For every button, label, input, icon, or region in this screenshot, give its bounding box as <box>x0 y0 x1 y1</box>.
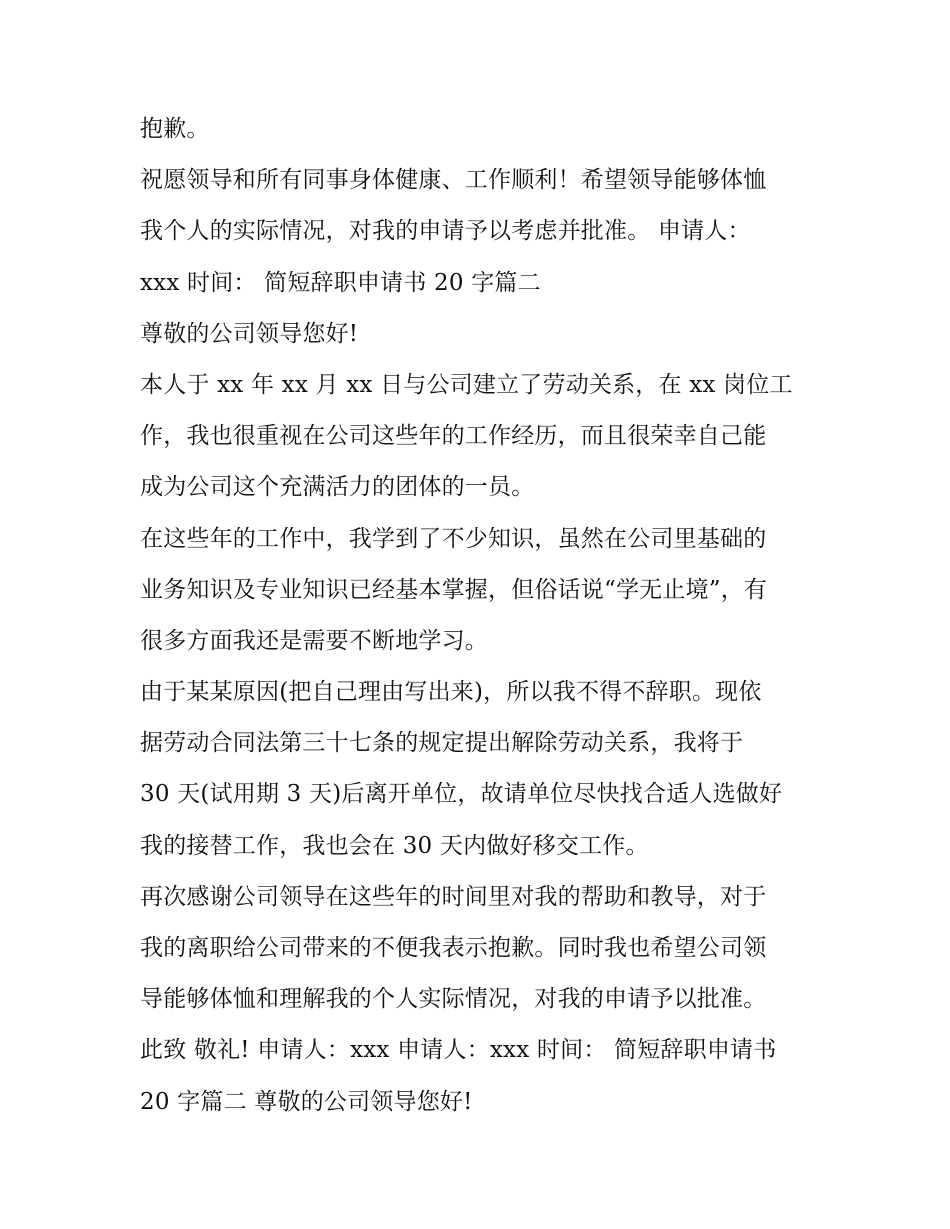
text-line: 我个人的实际情况，对我的申请予以考虑并批准。 申请人： <box>140 218 751 245</box>
text-line: 本人于 xx 年 xx 月 xx 日与公司建立了劳动关系，在 xx 岗位工 <box>140 371 793 398</box>
text-line: 抱歉。 <box>140 116 210 142</box>
text-line: 30 天(试用期 3 天)后离开单位，故请单位尽快找合适人选做好 <box>140 781 783 808</box>
text-line: 尊敬的公司领导您好! <box>140 320 359 347</box>
text-line: 我的接替工作，我也会在 30 天内做好移交工作。 <box>140 832 649 859</box>
document-body <box>140 104 830 1128</box>
text-line: 由于某某原因(把自己理由写出来)，所以我不得不辞职。现依 <box>140 679 762 706</box>
text-line: 很多方面我还是需要不断地学习。 <box>140 627 488 654</box>
text-line: xxx 时间： 简短辞职申请书 20 字篇二 <box>140 269 541 296</box>
text-line: 此致 敬礼! 申请人：xxx 申请人：xxx 时间： 简短辞职申请书 <box>140 1037 777 1064</box>
text-line: 据劳动合同法第三十七条的规定提出解除劳动关系，我将于 <box>140 730 744 757</box>
text-line: 我的离职给公司带来的不便我表示抱歉。同时我也希望公司领 <box>140 935 767 961</box>
text-line: 导能够体恤和理解我的个人实际情况，对我的申请予以批准。 <box>140 986 767 1013</box>
text-line: 20 字篇二 尊敬的公司领导您好! <box>140 1088 473 1115</box>
text-line: 再次感谢公司领导在这些年的时间里对我的帮助和教导，对于 <box>140 883 767 910</box>
text-line: 业务知识及专业知识已经基本掌握，但俗话说“学无止境”，有 <box>140 576 768 603</box>
text-line: 祝愿领导和所有同事身体健康、工作顺利！希望领导能够体恤 <box>140 167 767 194</box>
text-line: 在这些年的工作中，我学到了不少知识，虽然在公司里基础的 <box>140 525 767 552</box>
text-line: 成为公司这个充满活力的团体的一员。 <box>140 474 535 501</box>
text-line: 作，我也很重视在公司这些年的工作经历，而且很荣幸自己能 <box>140 423 767 450</box>
